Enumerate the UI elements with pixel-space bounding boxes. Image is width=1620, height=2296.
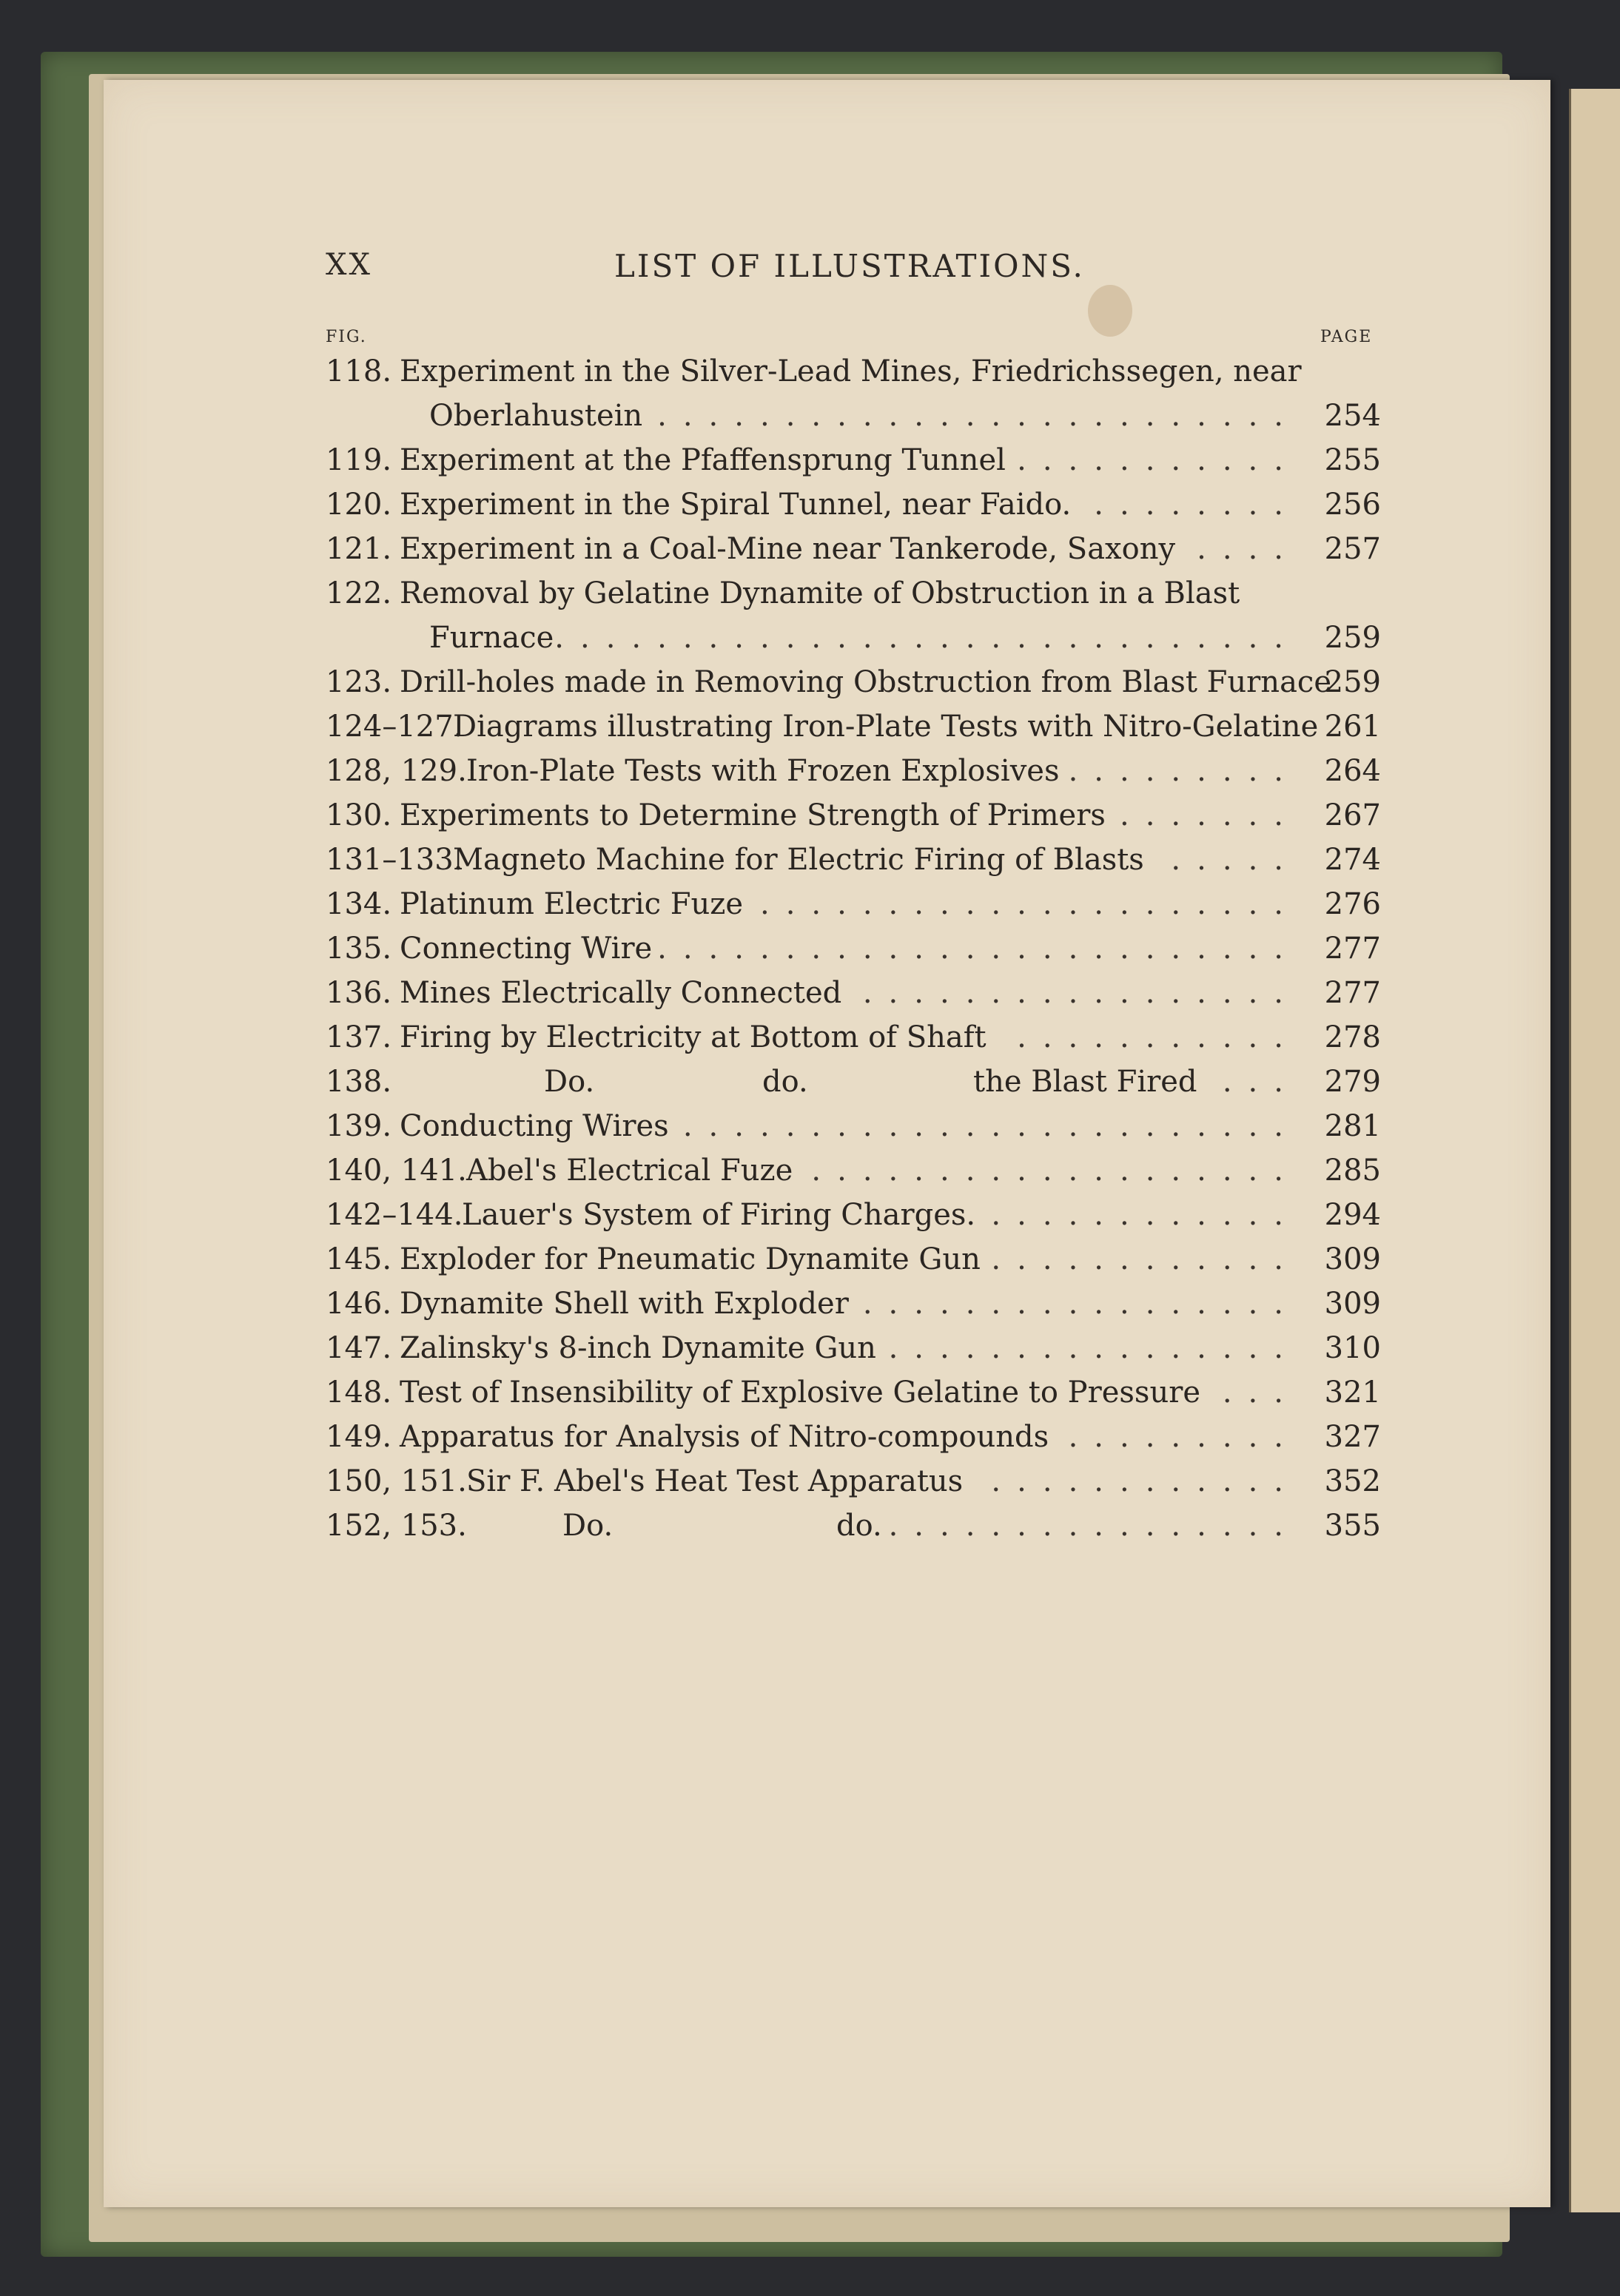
page-title: LIST OF ILLUSTRATIONS. [614,248,1085,284]
list-item [326,838,1381,883]
dot-leader: ........... [1017,443,1300,477]
fig-column-head: FIG. [326,328,367,346]
fig-number: 148. [326,1376,392,1410]
caption-text: Experiment in the Silver-Lead Mines, Friedrichssegen, near [400,354,1302,388]
page-ref: 274 [1324,843,1381,877]
page-ref: 321 [1324,1376,1381,1410]
page-ref: 276 [1324,887,1381,921]
caption-text: Firing by Electricity at Bottom of Shaft [400,1020,987,1054]
list-item [326,750,1381,794]
dot-leader: ... [1222,1376,1300,1410]
caption-text: Dynamite Shell with Exploder [400,1287,849,1321]
list-item [326,1327,1381,1371]
caption-text: Connecting Wire [400,932,653,966]
dot-leader: ... [1222,1065,1300,1099]
dot-leader: ..... [1171,843,1300,877]
dot-leader: ............................. [554,621,1300,655]
ditto-mark: Do. [544,1065,595,1099]
caption-text: Lauer's System of Firing Charges. [462,1198,976,1232]
fig-number: 149. [326,1420,392,1454]
fig-number: 137. [326,1020,392,1054]
fig-number: 140, 141. [326,1154,467,1188]
caption-text: Zalinsky's 8-inch Dynamite Gun [400,1331,876,1365]
caption-text: Mines Electrically Connected [400,976,842,1010]
dot-leader: ................ [888,1509,1300,1543]
caption-text: Removal by Gelatine Dynamite of Obstruction in a Blast [400,576,1240,610]
list-item [326,572,1381,616]
illustrations-list [326,350,1381,1549]
page-ref: 285 [1324,1154,1381,1188]
dot-leader: ........................ [682,1109,1300,1143]
page-ref: 256 [1324,488,1381,522]
list-item [326,350,1381,394]
dot-leader: ................... [811,1154,1300,1188]
page-ref: 267 [1324,798,1381,832]
list-item [326,1016,1381,1060]
fig-number: 122. [326,576,392,610]
caption-text: Sir F. Abel's Heat Test Apparatus [466,1464,964,1498]
dot-leader: ....... [1119,798,1300,832]
dot-leader: ......... [1068,754,1300,788]
list-item [326,1194,1381,1238]
page-ref: 277 [1324,932,1381,966]
fig-number: 130. [326,798,392,832]
list-item [326,661,1381,705]
fig-number: 135. [326,932,392,966]
dot-leader: .... [1197,532,1300,566]
page-ref: 259 [1324,621,1381,655]
fig-number: 128, 129. [326,754,467,788]
list-item [326,1238,1381,1282]
fig-number: 118. [326,354,392,388]
list-item [326,1504,1381,1549]
page-ref: 309 [1324,1287,1381,1321]
caption-text: Conducting Wires [400,1109,669,1143]
fig-number: 152, 153. [326,1509,467,1543]
dot-leader: ......................... [657,932,1300,966]
list-item [326,883,1381,927]
list-item [326,1415,1381,1460]
caption-text: Apparatus for Analysis of Nitro-compounds [400,1420,1049,1454]
fig-number: 120. [326,488,392,522]
list-item [326,394,1381,439]
page-ref: 257 [1324,532,1381,566]
fig-number: 123. [326,665,392,699]
ditto-mark: do. [762,1065,808,1099]
page-stain [1088,285,1132,337]
caption-text: Drill-holes made in Removing Obstruction from Blast Furnace [400,665,1331,699]
caption-text: Magneto Machine for Electric Firing of Blasts [453,843,1144,877]
fig-number: 147. [326,1331,392,1365]
fig-number: 131–133. [326,843,463,877]
caption-text: Oberlahustein [429,399,643,433]
list-item [326,1282,1381,1327]
page-ref: 327 [1324,1420,1381,1454]
caption-text: Diagrams illustrating Iron-Plate Tests with Nitro-Gelatine [453,710,1319,744]
caption-text: Experiment in the Spiral Tunnel, near Faido. [400,488,1072,522]
caption-text: Abel's Electrical Fuze [466,1154,793,1188]
fig-number: 119. [326,443,392,477]
caption-text: Experiments to Determine Strength of Primers [400,798,1106,832]
caption-text: Exploder for Pneumatic Dynamite Gun [400,1242,981,1276]
dot-leader: ............ [991,1198,1300,1232]
fig-number: 145. [326,1242,392,1276]
list-item [326,439,1381,483]
caption-text: Furnace [429,621,554,655]
list-item [326,1371,1381,1415]
page-ref: 254 [1324,399,1381,433]
fig-number: 142–144. [326,1198,463,1232]
list-item [326,616,1381,661]
dot-leader: ........ [1094,488,1300,522]
page-ref: 310 [1324,1331,1381,1365]
page-ref: 278 [1324,1020,1381,1054]
dot-leader: ................. [862,976,1300,1010]
fig-number: 136. [326,976,392,1010]
list-item [326,528,1381,572]
ditto-mark: do. [836,1509,882,1543]
fig-number: 134. [326,887,392,921]
list-item [326,1460,1381,1504]
list-item [326,794,1381,838]
page-number: XX [326,248,372,282]
list-item [326,483,1381,528]
caption-text: Experiment in a Coal-Mine near Tankerode, Saxony [400,532,1176,566]
list-item [326,705,1381,750]
fig-number: 124–127. [326,710,463,744]
caption-text: Experiment at the Pfaffensprung Tunnel [400,443,1006,477]
fig-number: 146. [326,1287,392,1321]
list-item [326,1149,1381,1194]
page-ref: 255 [1324,443,1381,477]
dot-leader: ........... [1017,1020,1300,1054]
page-ref: 294 [1324,1198,1381,1232]
running-header [326,248,1384,292]
list-item [326,972,1381,1016]
page-ref: 261 [1324,710,1381,744]
ditto-mark: Do. [562,1509,614,1543]
list-item [326,1060,1381,1105]
page-ref: 281 [1324,1109,1381,1143]
caption-text: the Blast Fired [973,1065,1197,1099]
page-ref: 264 [1324,754,1381,788]
page-ref: 259 [1324,665,1381,699]
facing-page-edge [1569,89,1620,2212]
dot-leader: ................. [862,1287,1300,1321]
dot-leader: ............ [991,1242,1300,1276]
caption-text: Test of Insensibility of Explosive Gelatine to Pressure [400,1376,1200,1410]
list-item [326,927,1381,972]
dot-leader: ......... [1068,1420,1300,1454]
page-ref: 309 [1324,1242,1381,1276]
page-ref: 355 [1324,1509,1381,1543]
fig-number: 150, 151. [326,1464,467,1498]
dot-leader: ............ [991,1464,1300,1498]
page-ref: 277 [1324,976,1381,1010]
list-item [326,1105,1381,1149]
dot-leader: ..................... [759,887,1300,921]
fig-number: 139. [326,1109,392,1143]
fig-number: 121. [326,532,392,566]
dot-leader: ................ [888,1331,1300,1365]
dot-leader: ......................... [657,399,1300,433]
fig-number: 138. [326,1065,392,1099]
caption-text: Iron-Plate Tests with Frozen Explosives [466,754,1060,788]
page-ref: 352 [1324,1464,1381,1498]
page-column-head: PAGE [1320,328,1373,346]
page-ref: 279 [1324,1065,1381,1099]
caption-text: Platinum Electric Fuze [400,887,744,921]
